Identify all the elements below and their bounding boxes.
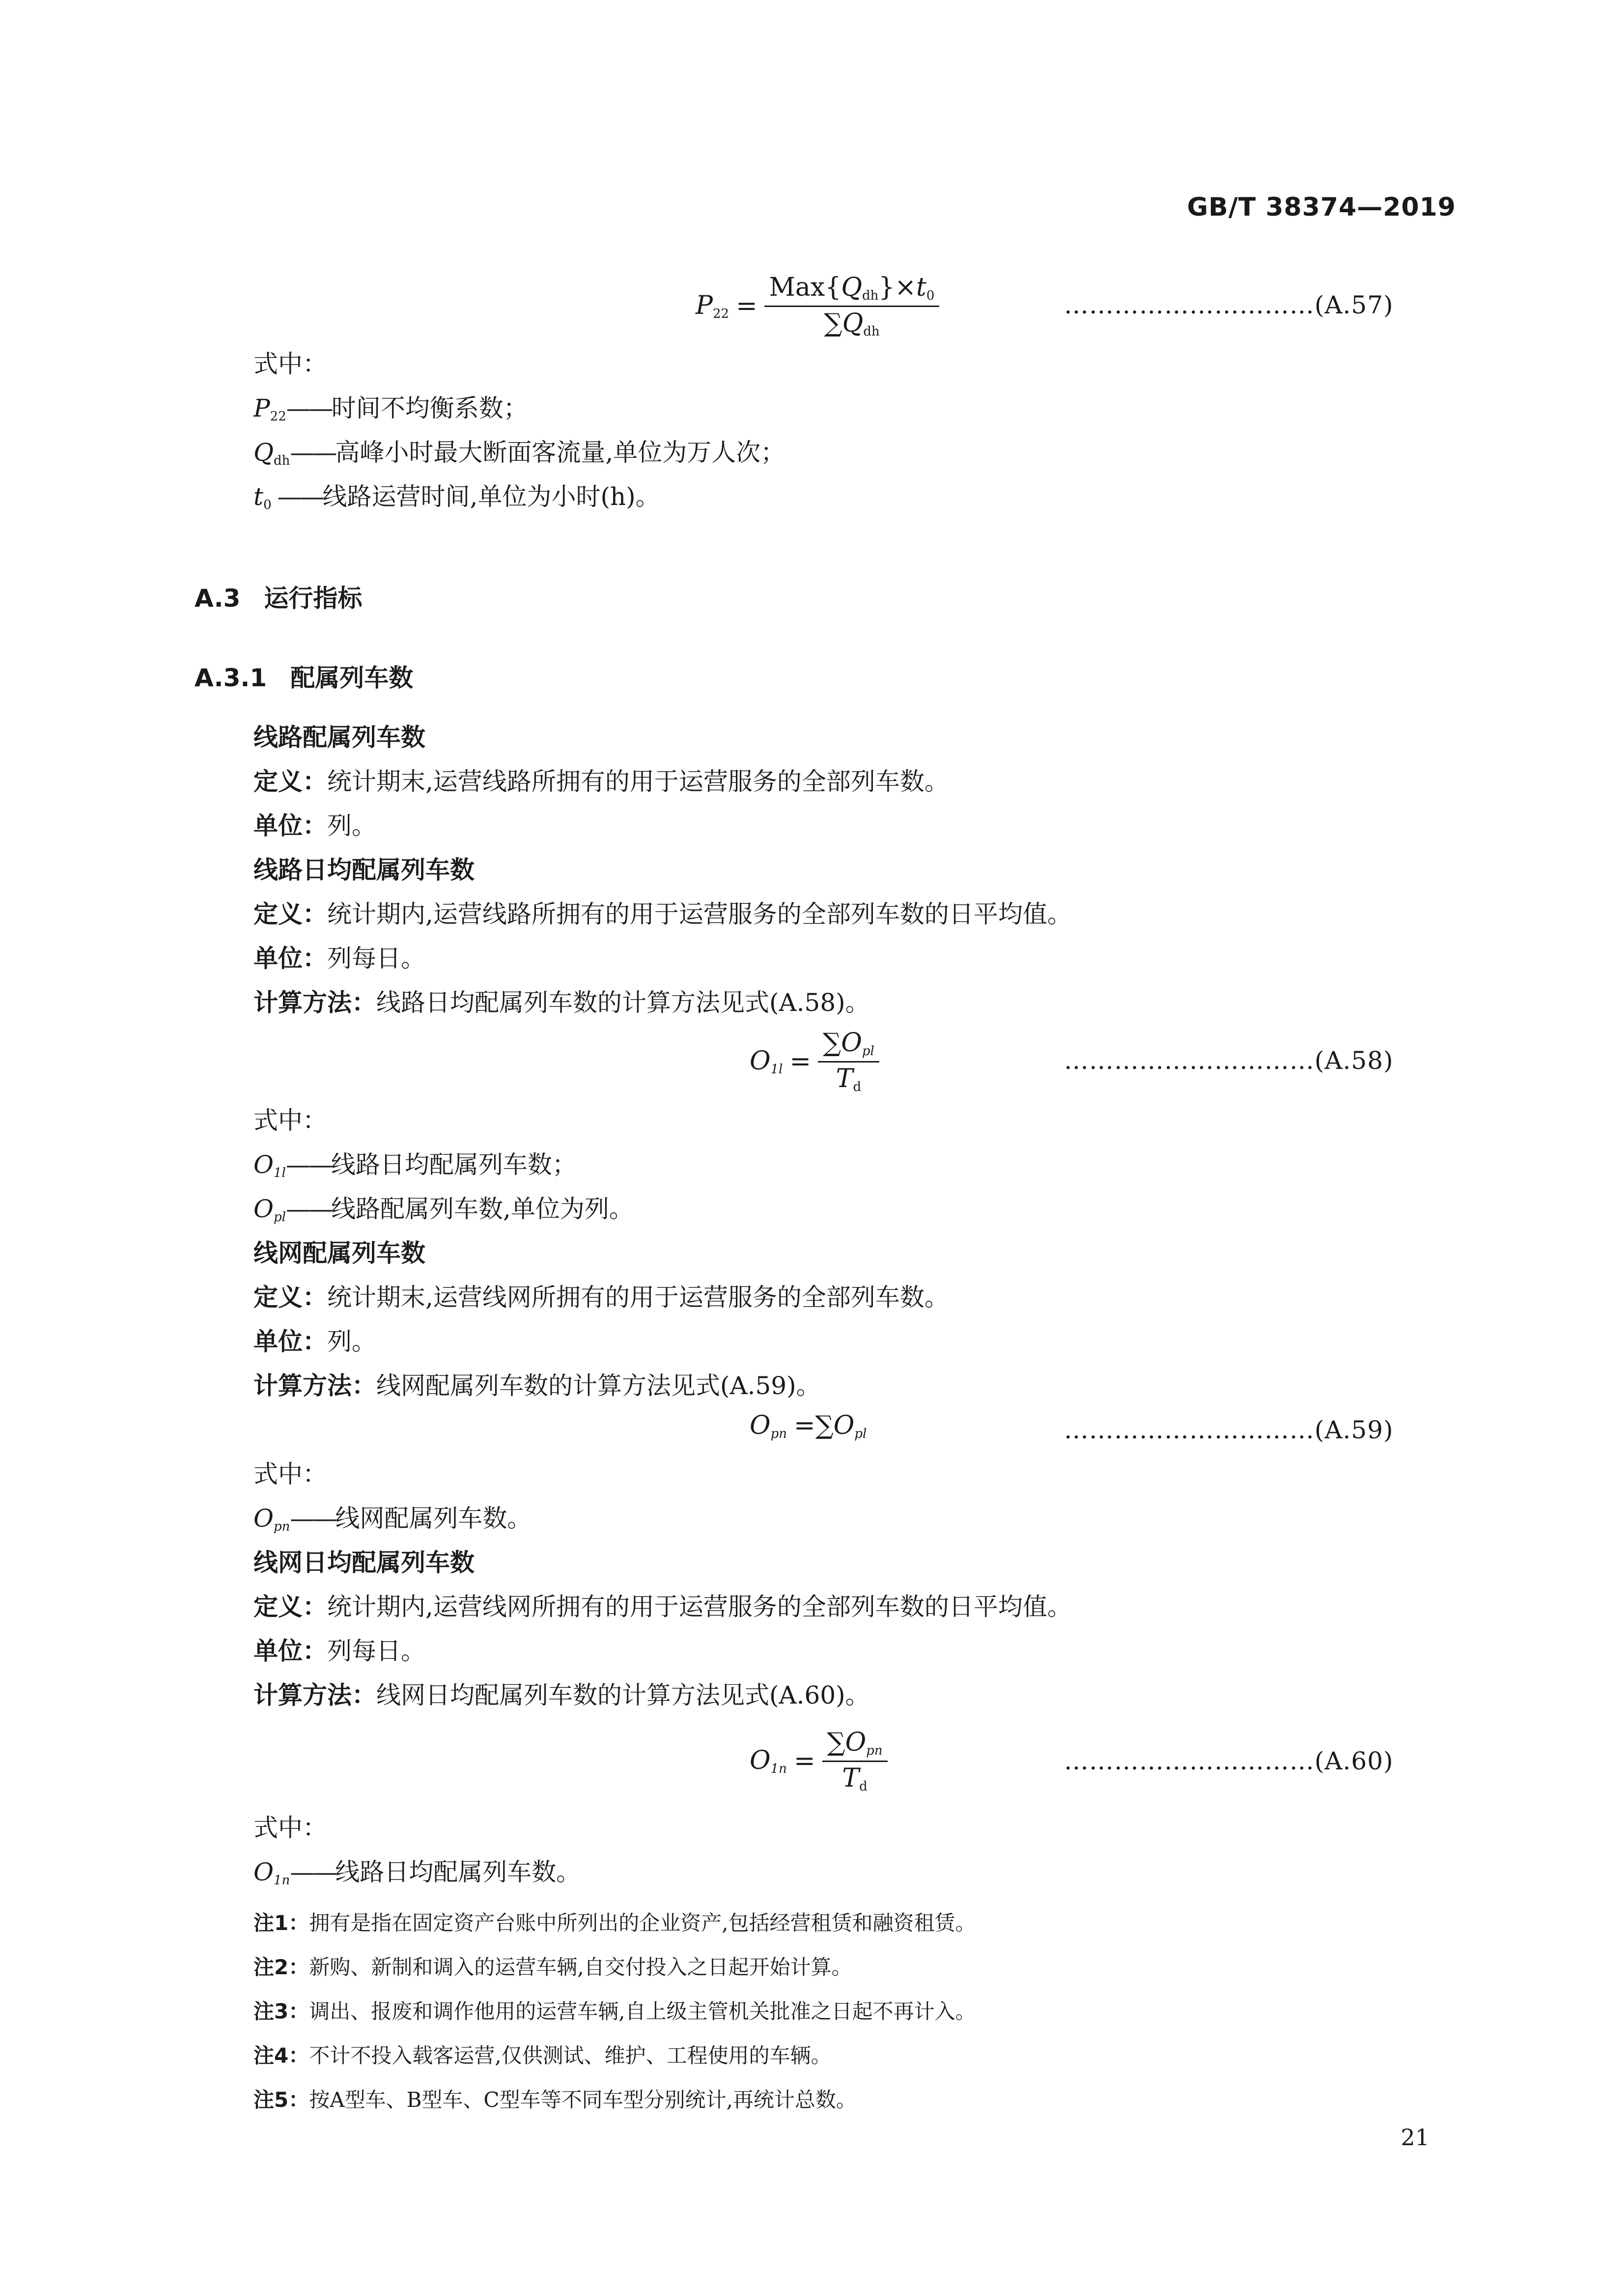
- equals-sign: =: [789, 1047, 812, 1077]
- unit-paragraph: 单位：列。: [253, 1327, 376, 1356]
- note-item: 注1：拥有是指在固定资产台账中所列出的企业资产,包括经营租赁和融资租赁。: [253, 1911, 976, 1935]
- block-title: 线路配属列车数: [253, 723, 425, 752]
- formula-rhs: =∑Opl: [794, 1411, 867, 1441]
- section-heading-a3: A.3 运行指标: [195, 584, 363, 613]
- definition-paragraph: 定义：统计期末,运营线网所拥有的用于运营服务的全部列车数。: [253, 1283, 949, 1312]
- definition-line: O1n——线路日均配属列车数。: [253, 1858, 581, 1888]
- formula-lhs: $P_{22}$: [696, 291, 729, 322]
- fraction-numerator: $Max\{Q_{dh}\}\times t_0$: [769, 273, 935, 303]
- note-item: 注5：按A型车、B型车、C型车等不同车型分别统计,再统计总数。: [253, 2088, 857, 2112]
- where-label: 式中：: [253, 1814, 327, 1842]
- note-item: 注3：调出、报废和调作他用的运营车辆,自上级主管机关批准之日起不再计入。: [253, 1999, 976, 2023]
- equation-number-a59: …………………………(A.59): [1064, 1416, 1394, 1444]
- definition-line: Opn——线网配属列车数。: [253, 1504, 532, 1534]
- block-title: 线路日均配属列车数: [253, 856, 475, 884]
- note-item: 注2：新购、新制和调入的运营车辆,自交付投入之日起开始计算。: [253, 1955, 852, 1979]
- where-label: 式中：: [253, 1106, 327, 1135]
- equals-sign: =: [793, 1746, 815, 1776]
- section-heading-a3-1: A.3.1 配属列车数: [195, 664, 414, 692]
- definition-line: Opl——线路配属列车数,单位为列。: [253, 1195, 634, 1225]
- calculation-paragraph: 计算方法：线网日均配属列车数的计算方法见式(A.60)。: [253, 1681, 870, 1709]
- formula-fraction: [822, 1728, 888, 1794]
- where-label: 式中：: [253, 1460, 327, 1488]
- formula-a60: [750, 1728, 888, 1794]
- fraction-numerator: ∑Opl: [823, 1028, 874, 1059]
- definition-paragraph: 定义：统计期末,运营线路所拥有的用于运营服务的全部列车数。: [253, 767, 949, 796]
- definition-paragraph: 定义：统计期内,运营线网所拥有的用于运营服务的全部列车数的日平均值。: [253, 1593, 1072, 1621]
- calculation-paragraph: 计算方法：线网配属列车数的计算方法见式(A.59)。: [253, 1371, 821, 1400]
- fraction-denominator: $T_d$: [842, 1763, 868, 1794]
- equation-number-a60: …………………………(A.60): [1064, 1747, 1394, 1775]
- formula-a58: [750, 1029, 879, 1095]
- formula-a57: [696, 273, 939, 339]
- formula-fraction: [818, 1029, 879, 1095]
- definition-line: $t_0$ ——线路运营时间,单位为小时(h)。: [253, 482, 660, 512]
- page-number: 21: [1400, 2124, 1429, 2151]
- fraction-bar: [818, 1061, 879, 1063]
- equation-number-a58: …………………………(A.58): [1064, 1046, 1394, 1075]
- unit-paragraph: 单位：列每日。: [253, 944, 425, 973]
- calculation-paragraph: 计算方法：线路日均配属列车数的计算方法见式(A.58)。: [253, 988, 870, 1017]
- where-label: 式中：: [253, 350, 327, 378]
- unit-paragraph: 单位：列每日。: [253, 1637, 425, 1665]
- fraction-denominator: $\sum Q_{dh}$: [824, 308, 880, 339]
- equals-sign: =: [736, 291, 757, 321]
- note-item: 注4：不计不投入载客运营,仅供测试、维护、工程使用的车辆。: [253, 2043, 832, 2068]
- equation-number-a57: …………………………(A.57): [1064, 291, 1394, 319]
- definition-line: $Q_{dh}——$高峰小时最大断面客流量,单位为万人次；: [253, 438, 785, 468]
- formula-lhs: O1n: [750, 1746, 787, 1777]
- fraction-denominator: $T_d$: [836, 1064, 862, 1094]
- fraction-bar: [822, 1761, 888, 1762]
- formula-a59: [750, 1411, 867, 1441]
- unit-paragraph: 单位：列。: [253, 812, 376, 840]
- formula-lhs: Opn: [750, 1411, 787, 1441]
- formula-lhs: O1l: [750, 1046, 783, 1077]
- definition-line: O1l——线路日均配属列车数；: [253, 1150, 577, 1180]
- block-title: 线网日均配属列车数: [253, 1548, 475, 1577]
- fraction-numerator: ∑Opn: [827, 1728, 883, 1758]
- definition-line: $P_{22}——$时间不均衡系数；: [253, 394, 528, 424]
- standard-code: GB/T 38374—2019: [1187, 193, 1456, 222]
- fraction-bar: [764, 306, 940, 307]
- definition-paragraph: 定义：统计期内,运营线路所拥有的用于运营服务的全部列车数的日平均值。: [253, 900, 1072, 928]
- block-title: 线网配属列车数: [253, 1239, 425, 1267]
- formula-fraction: [764, 273, 940, 339]
